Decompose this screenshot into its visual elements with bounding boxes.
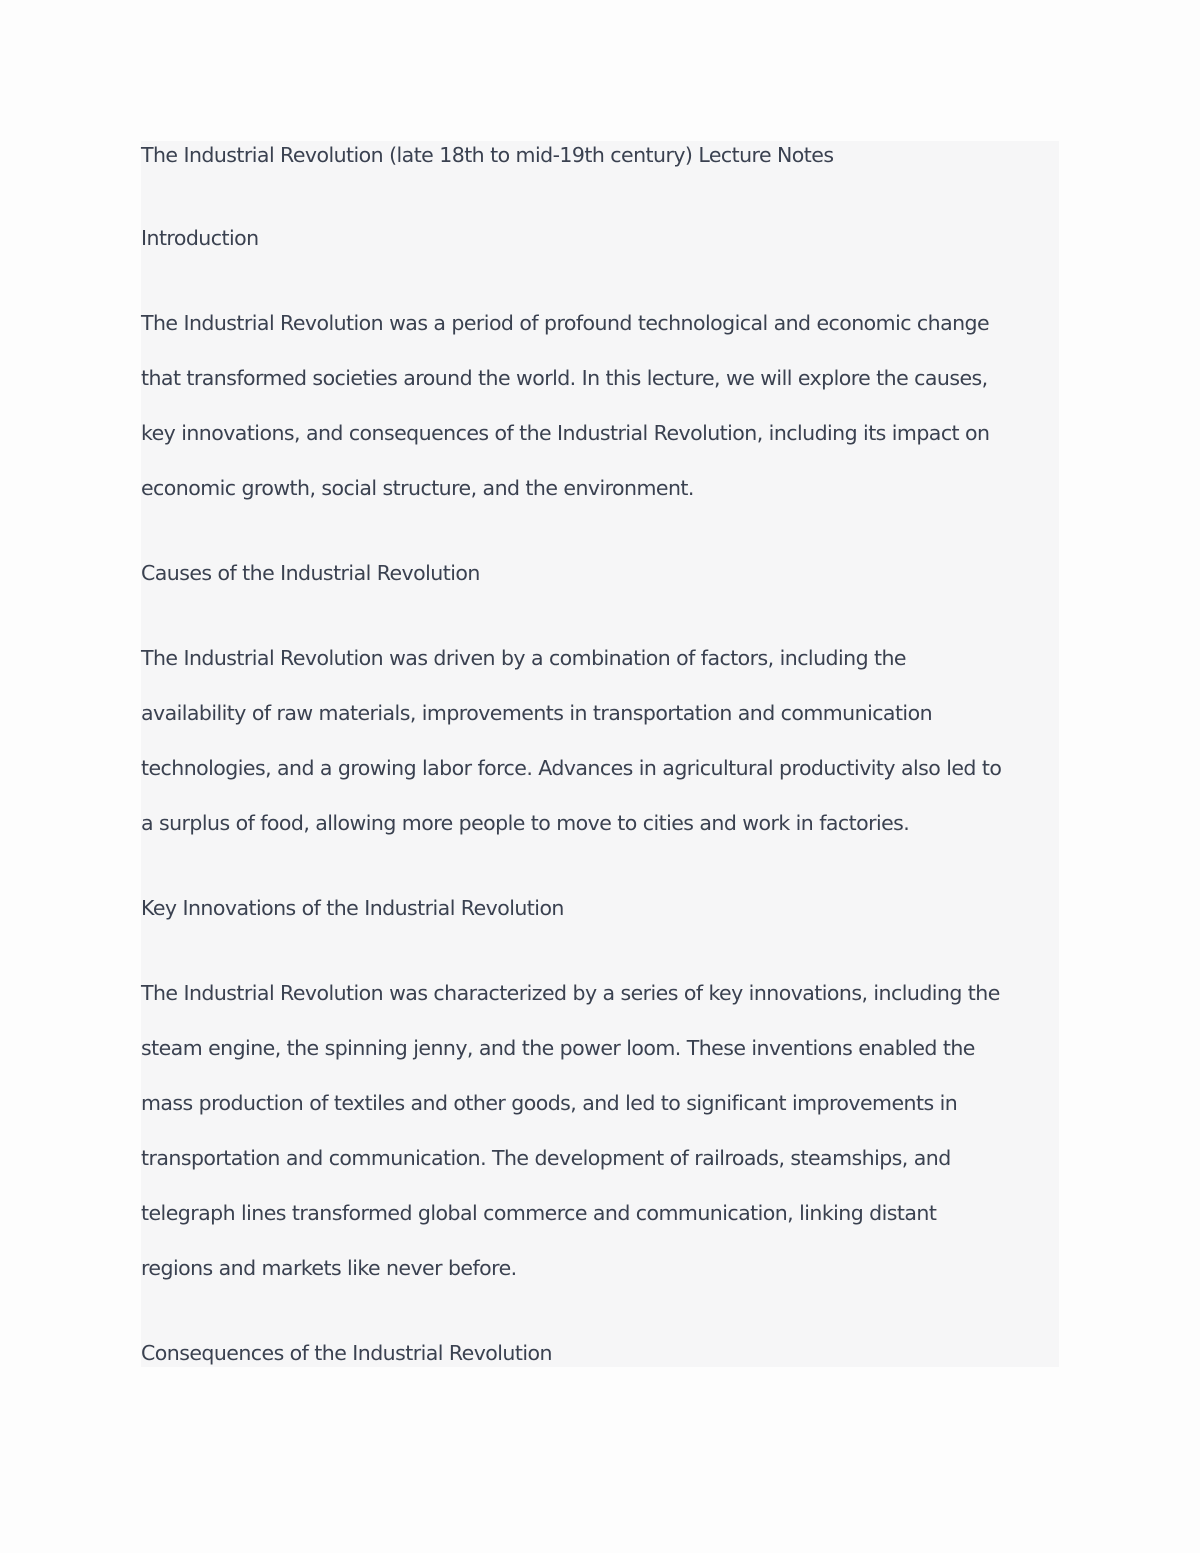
paragraph-line: The Industrial Revolution was characterized by a series of key innovations, including the: [141, 981, 1000, 1005]
section-heading-causes: Causes of the Industrial Revolution: [141, 561, 480, 585]
paragraph-line: mass production of textiles and other goods, and led to significant improvements in: [141, 1091, 958, 1115]
paragraph-line: transportation and communication. The development of railroads, steamships, and: [141, 1146, 951, 1170]
paragraph-line: availability of raw materials, improvements in transportation and communication: [141, 701, 933, 725]
paragraph-line: that transformed societies around the world. In this lecture, we will explore the causes,: [141, 366, 988, 390]
paragraph-line: steam engine, the spinning jenny, and the power loom. These inventions enabled the: [141, 1036, 975, 1060]
paragraph-line: regions and markets like never before.: [141, 1256, 517, 1280]
section-heading-consequences: Consequences of the Industrial Revolution: [141, 1341, 552, 1365]
section-heading-key-innovations: Key Innovations of the Industrial Revolution: [141, 896, 564, 920]
paragraph-line: a surplus of food, allowing more people to move to cities and work in factories.: [141, 811, 910, 835]
paragraph-line: The Industrial Revolution was a period of profound technological and economic change: [141, 311, 990, 335]
paragraph-line: technologies, and a growing labor force. Advances in agricultural productivity also led to: [141, 756, 1002, 780]
section-heading-introduction: Introduction: [141, 226, 259, 250]
paragraph-line: key innovations, and consequences of the Industrial Revolution, including its impact on: [141, 421, 990, 445]
paragraph-line: The Industrial Revolution was driven by a combination of factors, including the: [141, 646, 906, 670]
document-title: The Industrial Revolution (late 18th to mid-19th century) Lecture Notes: [141, 143, 834, 167]
paragraph-line: telegraph lines transformed global commerce and communication, linking distant: [141, 1201, 937, 1225]
paragraph-line: economic growth, social structure, and the environment.: [141, 476, 694, 500]
